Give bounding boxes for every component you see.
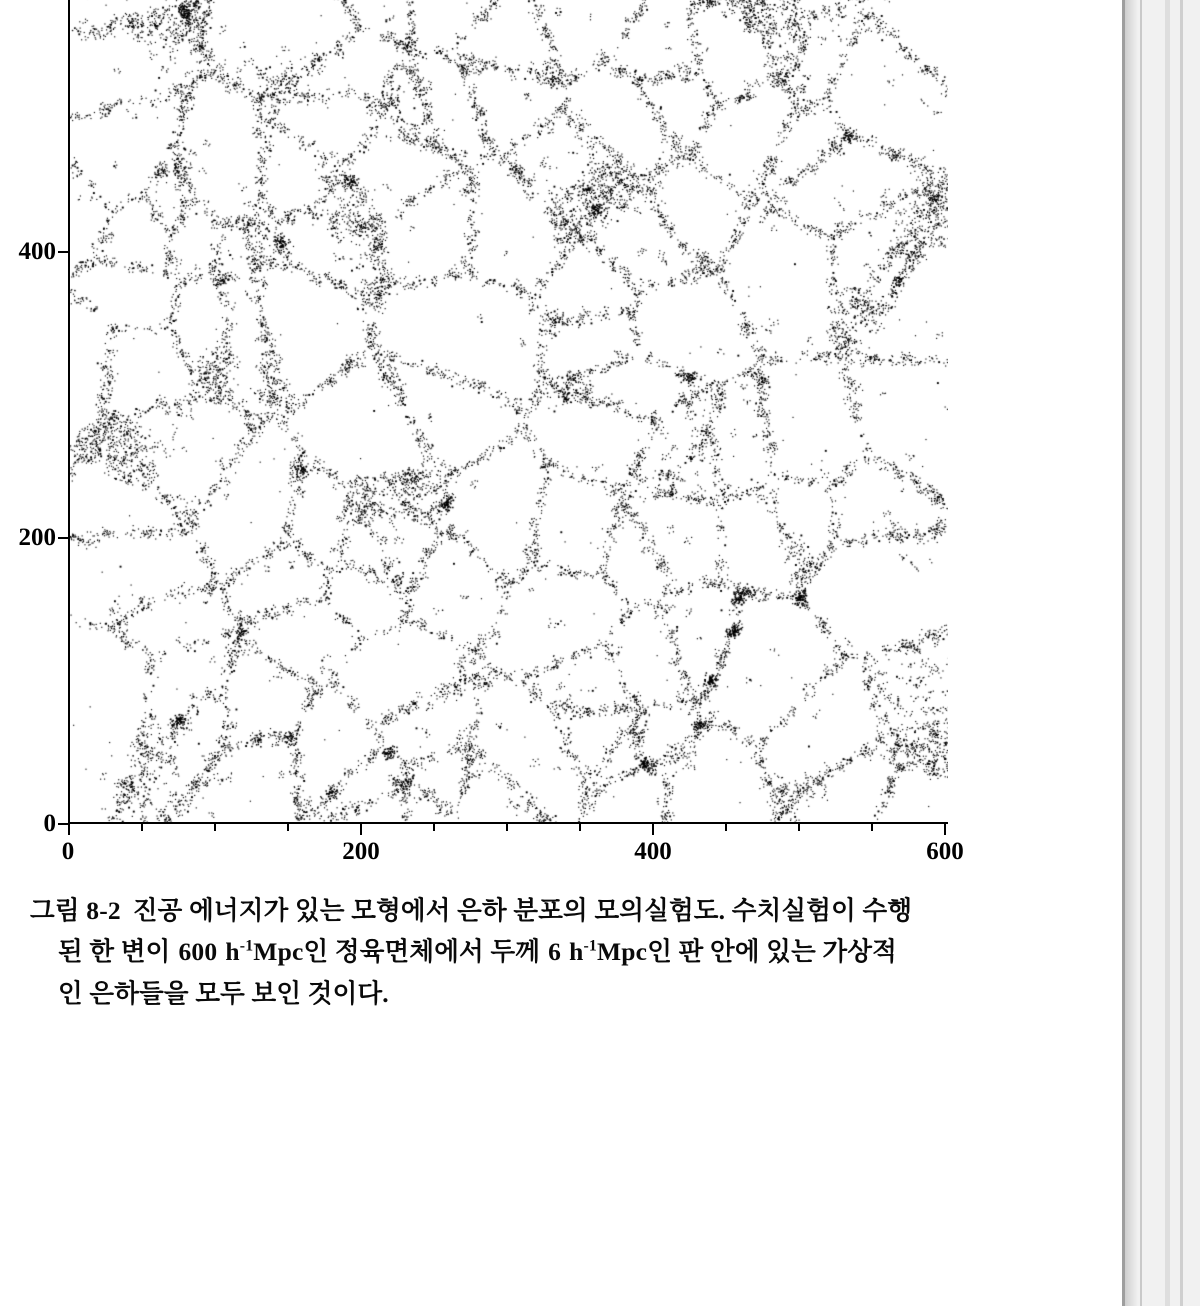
x-tick-label-200: 200: [342, 838, 380, 865]
x-tick-minor-6: [579, 824, 581, 831]
gutter-edge-4: [1180, 0, 1183, 1306]
caption-slab-thickness: 6: [548, 937, 562, 967]
x-tick-minor-9: [871, 824, 873, 831]
y-tick-label-200: 200: [18, 524, 56, 551]
x-tick-400: [652, 824, 654, 835]
caption-unit-2-tail: Mpc인 판 안에 있는 가상적: [597, 937, 897, 967]
x-tick-label-0: 0: [61, 838, 75, 865]
caption-box-size: 600: [178, 937, 218, 967]
caption-line-3: 인 은하들을 모두 보인 것이다.: [58, 978, 389, 1008]
scan-gutter: [1122, 0, 1200, 1306]
x-tick-minor-1: [141, 824, 143, 831]
x-tick-0: [68, 824, 70, 835]
x-tick-minor-8: [798, 824, 800, 831]
x-tick-label-600: 600: [926, 838, 964, 865]
y-tick-400: [58, 251, 70, 253]
x-tick-label-400: 400: [634, 838, 672, 865]
x-tick-minor-4: [433, 824, 435, 831]
gutter-edge-3: [1165, 0, 1170, 1306]
figure-caption: [30, 890, 1030, 1014]
y-tick-200: [58, 537, 70, 539]
plot-area: [68, 0, 948, 824]
gutter-edge-2: [1140, 0, 1142, 1306]
x-tick-minor-2: [214, 824, 216, 831]
gutter-edge-1: [1122, 0, 1125, 1306]
x-tick-200: [360, 824, 362, 835]
y-tick-label-400: 400: [18, 238, 56, 265]
caption-unit-1-base: h: [225, 937, 240, 967]
caption-unit-1-exp: -1: [239, 937, 254, 955]
caption-figure-number: 그림 8-2: [30, 896, 121, 925]
x-tick-minor-3: [287, 824, 289, 831]
caption-line-1: 진공 에너지가 있는 모형에서 은하 분포의 모의실험도. 수치실험이 수행: [132, 896, 913, 925]
scatter-points-cosmic-web: [70, 0, 948, 822]
caption-unit-2-exp: -1: [583, 937, 598, 955]
caption-line-2-a: 된 한 변이: [58, 937, 171, 967]
y-tick-label-0: 0: [43, 810, 56, 837]
x-tick-600: [944, 824, 946, 835]
caption-unit-1-tail: Mpc인 정육면체에서 두께: [253, 937, 541, 967]
x-tick-minor-5: [506, 824, 508, 831]
x-tick-minor-7: [725, 824, 727, 831]
caption-unit-2-base: h: [569, 937, 584, 967]
